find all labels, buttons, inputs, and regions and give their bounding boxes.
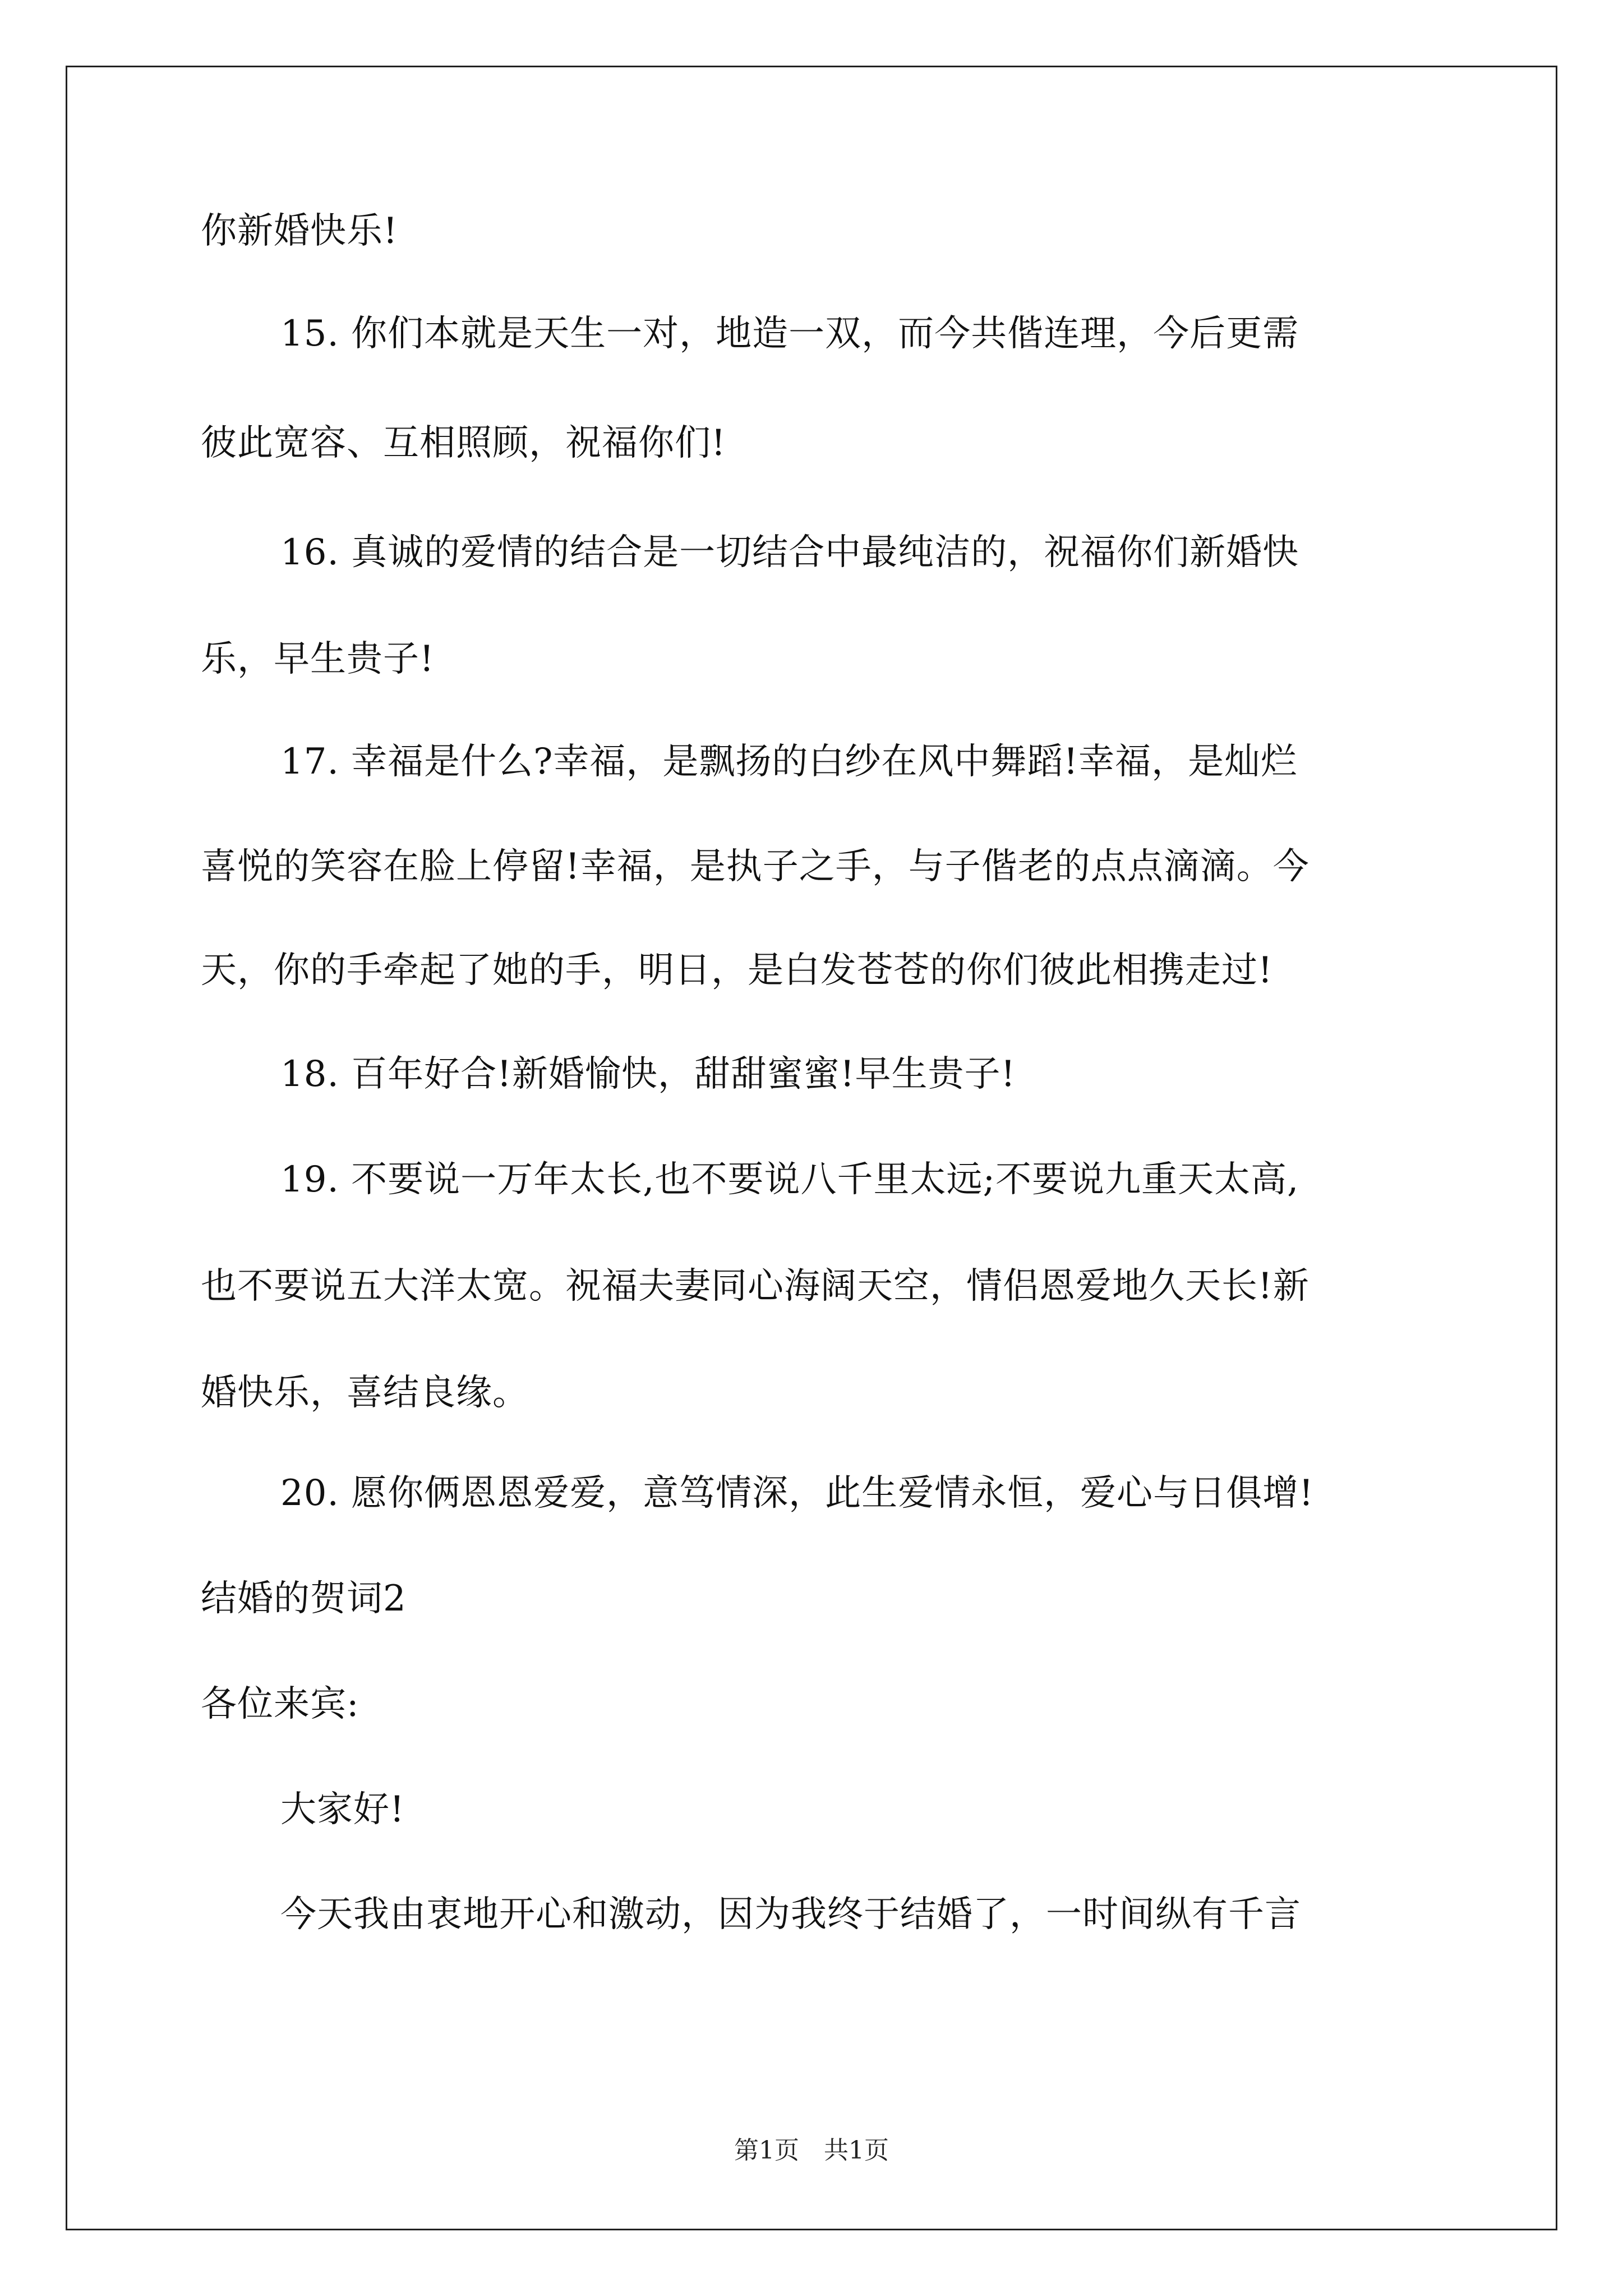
text-line: 婚快乐，喜结良缘。 xyxy=(201,1372,529,1414)
text-line: 彼此宽容、互相照顾，祝福你们! xyxy=(201,422,726,464)
text-line: 18. 百年好合!新婚愉快，甜甜蜜蜜!早生贵子! xyxy=(280,1053,1016,1095)
text-line: 你新婚快乐! xyxy=(201,210,398,252)
text-line: 天，你的手牵起了她的手，明日，是白发苍苍的你们彼此相携走过! xyxy=(201,950,1273,991)
text-line: 17. 幸福是什么?幸福，是飘扬的白纱在风中舞蹈!幸福，是灿烂 xyxy=(280,741,1298,783)
text-line: 大家好! xyxy=(280,1789,405,1830)
text-line: 20. 愿你俩恩恩爱爱，意笃情深，此生爱情永恒，爱心与日俱增! xyxy=(280,1473,1314,1514)
text-line: 15. 你们本就是天生一对，地造一双，而今共偕连理，今后更需 xyxy=(280,313,1299,355)
page-number: 第1页 共1页 xyxy=(734,2136,889,2165)
text-line: 喜悦的笑容在脸上停留!幸福，是执子之手，与子偕老的点点滴滴。今 xyxy=(201,846,1310,887)
text-line: 乐，早生贵子! xyxy=(201,638,435,680)
text-line: 16. 真诚的爱情的结合是一切结合中最纯洁的，祝福你们新婚快 xyxy=(280,532,1299,573)
section-heading: 结婚的贺词2 xyxy=(201,1578,407,1619)
text-line: 也不要说五大洋太宽。祝福夫妻同心海阔天空，情侣恩爱地久天长!新 xyxy=(201,1266,1310,1307)
text-line: 今天我由衷地开心和激动，因为我终于结婚了，一时间纵有千言 xyxy=(280,1894,1301,1935)
text-line: 19. 不要说一万年太长,也不要说八千里太远;不要说九重天太高, xyxy=(280,1159,1299,1200)
text-line: 各位来宾: xyxy=(201,1683,359,1725)
